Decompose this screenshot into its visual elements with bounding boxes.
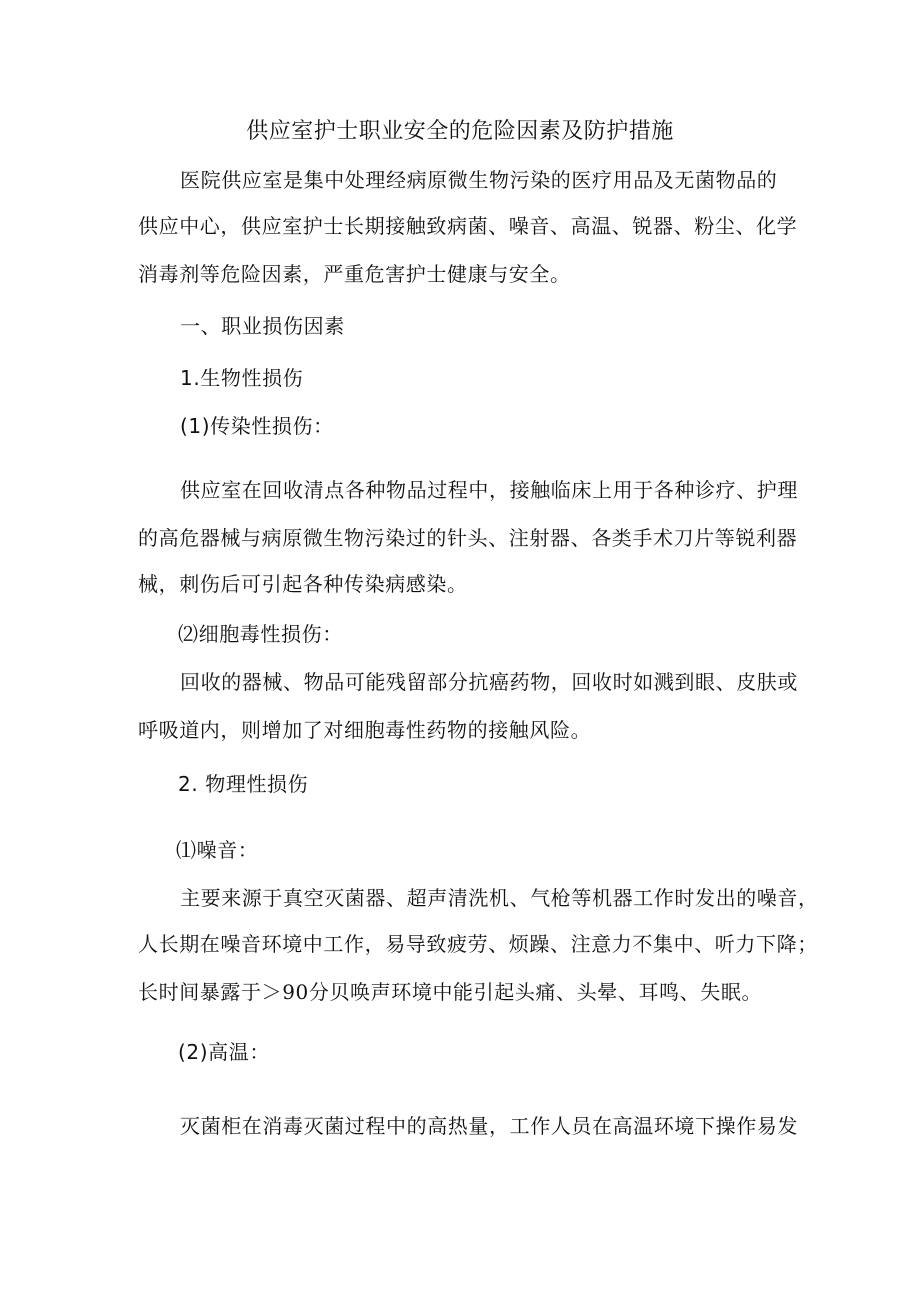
noise-line-1: 主要来源于真空灭菌器、超声清洗机、气枪等机器工作时发出的噪音，	[180, 886, 819, 910]
item-heading-cytotoxic: ⑵细胞毒性损伤：	[178, 622, 343, 646]
cytotoxic-line-2: 呼吸道内，则增加了对细胞毒性药物的接触风险。	[138, 718, 592, 742]
noise-line-2: 人长期在噪音环境中工作，易导致疲劳、烦躁、注意力不集中、听力下降；	[138, 932, 818, 956]
subsection-heading-biological: 1.生物性损伤	[180, 366, 304, 390]
infectious-line-2: 的高危器械与病原微生物污染过的针头、注射器、各类手术刀片等锐利器	[138, 526, 798, 550]
high-temperature-line-1: 灭菌柜在消毒灭菌过程中的高热量，工作人员在高温环境下操作易发	[180, 1114, 798, 1138]
noise-line-3: 长时间暴露于＞90分贝唤声环境中能引起头痛、头晕、耳鸣、失眠。	[138, 980, 763, 1004]
cytotoxic-line-1: 回收的器械、物品可能残留部分抗癌药物，回收时如溅到眼、皮肤或	[180, 670, 798, 694]
infectious-line-3: 械，刺伤后可引起各种传染病感染。	[138, 572, 468, 596]
intro-line-3: 消毒剂等危险因素，严重危害护士健康与安全。	[138, 262, 571, 286]
item-heading-high-temperature: (2)高温：	[178, 1040, 270, 1064]
item-heading-noise: ⑴噪音：	[176, 838, 259, 862]
infectious-line-1: 供应室在回收清点各种物品过程中，接触临床上用于各种诊疗、护理	[180, 478, 798, 502]
document-title: 供应室护士职业安全的危险因素及防护措施	[246, 119, 674, 144]
item-heading-infectious: (1)传染性损伤：	[180, 414, 334, 438]
subsection-heading-physical: 2. 物理性损伤	[178, 772, 309, 796]
section-heading-occupational-injury: 一、职业损伤因素	[180, 314, 345, 338]
intro-line-2: 供应中心，供应室护士长期接触致病菌、噪音、高温、锐器、粉尘、化学	[138, 214, 798, 238]
intro-line-1: 医院供应室是集中处理经病原微生物污染的医疗用品及无菌物品的	[180, 168, 778, 192]
